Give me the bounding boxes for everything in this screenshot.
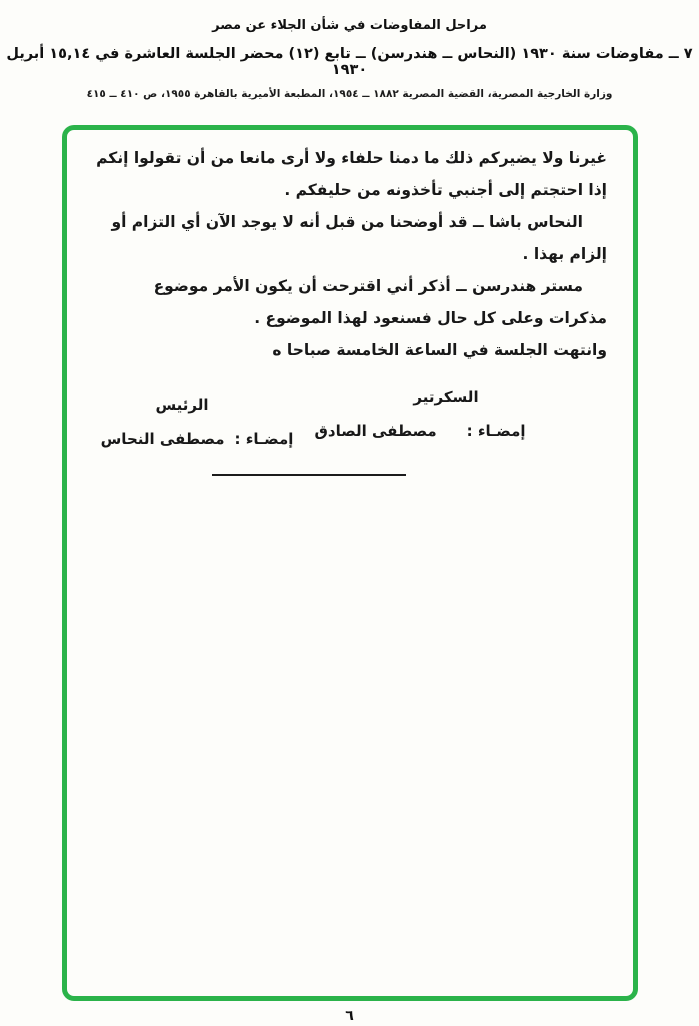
president-title: الرئيس [155,396,209,414]
president-signature-name: مصطفى النحاس [100,430,225,448]
document-header [0,18,699,100]
paragraph-continuation: غيرنا ولا يضيركم ذلك ما دمنا حلفاء ولا أرى مانعا من أن تقولوا إنكم إذا احتجتم إلى أجنبي تأخذونه من حليفكم . [96,149,607,199]
secretary-title: السكرتير [413,388,479,406]
document-subtitle: ٧ ــ مفاوضات سنة ١٩٣٠ (النحاس ــ هندرسن) ــ تابع (١٢) محضر الجلسة العاشرة في ١٥,١٤ أبريل ١٩٣٠ [6,46,693,78]
secretary-signature-row [314,422,525,440]
divider-line [212,474,406,476]
paragraph-nahhas-pasha: النحاس باشا ــ قد أوضحنا من قبل أنه لا يوجد الآن أي التزام أو إلزام بهذا . [111,213,607,263]
president-signature-row [101,430,294,448]
signature-block [93,388,607,460]
green-annotation-box [62,125,638,1001]
president-signature-label: إمضـاء : [234,430,294,448]
page-number: ٦ [345,1008,354,1024]
document-source-citation: وزارة الخارجية المصرية، القضية المصرية ١٨٨٢ ــ ١٩٥٤، المطبعة الأميرية بالقاهرة ١٩٥٥، ص ٤١٠ ــ ٤١٥ [86,88,613,100]
paragraph-mister-henderson: مستر هندرسن ــ أذكر أني اقترحت أن يكون الأمر موضوع مذكرات وعلى كل حال فسنعود لهذا الموضوع . [153,277,607,327]
paragraph-session-closing: وانتهت الجلسة في الساعة الخامسة صباحا ه [272,341,607,359]
secretary-signature-name: مصطفى الصادق [314,422,437,440]
document-title: مراحل المفاوضات في شأن الجلاء عن مصر [212,18,487,33]
secretary-signature-label: إمضـاء : [466,422,526,440]
document-body [93,142,607,366]
